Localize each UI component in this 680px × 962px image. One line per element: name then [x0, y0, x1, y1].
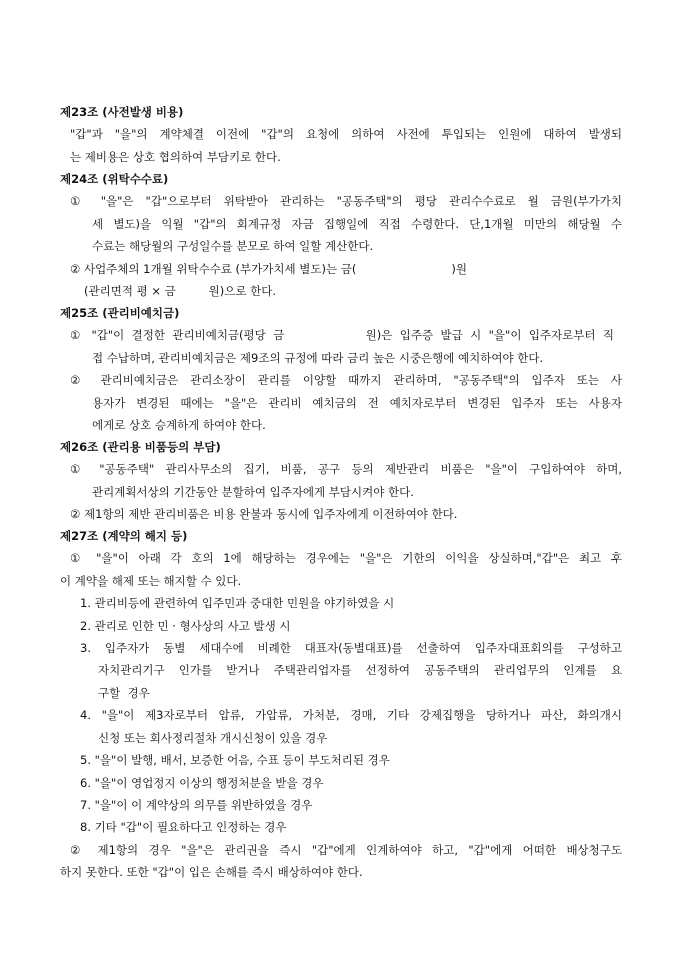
list-item-continuation: 자치관리기구 인가를 받거나 주택관리업자를 선정하여 공동주택의 관리업무의 인계를 요	[98, 663, 622, 677]
article-25-clause-2-line: ② 관리비예치금은 관리소장이 관리를 이양할 때까지 관리하며, "공동주택"의 입주자 또는 사	[70, 373, 622, 387]
article-27-clause-2-line: 하지 못한다. 또한 "갑"이 입은 손해를 즉시 배상하여야 한다.	[60, 865, 363, 879]
list-item: 4. "을"이 제3자로부터 압류, 가압류, 가처분, 경매, 기타 강제집행을 당하거나 파산, 화의개시	[80, 708, 622, 722]
article-23-line: 는 제비용은 상호 협의하여 부담키로 한다.	[70, 150, 281, 164]
article-27-clause-1-line: 이 계약을 해제 또는 해지할 수 있다.	[60, 574, 242, 588]
list-item: 2. 관리로 인한 민 · 형사상의 사고 발생 시	[80, 619, 291, 633]
article-25-clause-1-line: 접 수납하며, 관리비예치금은 제9조의 규정에 따라 금리 높은 시중은행에 예치하여야 한다.	[92, 351, 544, 365]
article-27-clause-1-line: ① "을"이 아래 각 호의 1에 해당하는 경우에는 "을"은 기한의 이익을 상실하며,"갑"은 최고 후	[70, 551, 622, 565]
article-25-title: 제25조 (관리비예치금)	[60, 306, 180, 320]
article-25-clause-2-line: 에게로 상호 승계하게 하여야 한다.	[92, 418, 266, 432]
list-item-continuation: 신청 또는 회사정리절차 개시신청이 있을 경우	[98, 731, 328, 745]
article-23-line: "갑"과 "을"의 계약체결 이전에 "갑"의 요청에 의하여 사전에 투입되는 인원에 대하여 발생되	[70, 127, 622, 141]
article-23-title: 제23조 (사전발생 비용)	[60, 105, 184, 119]
article-24-clause-2-line: ② 사업주체의 1개월 위탁수수료 (부가가치세 별도)는 금( )원	[70, 262, 467, 276]
article-24-clause-1-line: ① "을"은 "갑"으로부터 위탁받아 관리하는 "공동주택"의 평당 관리수수료로 월 금원(부가가치	[70, 194, 622, 208]
article-27-title: 제27조 (계약의 해지 등)	[60, 529, 188, 543]
article-24-title: 제24조 (위탁수수료)	[60, 172, 169, 186]
article-26-clause-2-line: ② 제1항의 제반 관리비품은 비용 완불과 동시에 입주자에게 이전하여야 한다.	[70, 507, 458, 521]
list-item-continuation: 구할 경우	[98, 686, 150, 700]
list-item: 5. "을"이 발행, 배서, 보증한 어음, 수표 등이 부도처리된 경우	[80, 753, 390, 767]
article-24-clause-2-line: (관리면적 평 × 금 원)으로 한다.	[84, 284, 276, 298]
list-item: 7. "을"이 이 계약상의 의무를 위반하였을 경우	[80, 798, 313, 812]
article-25-clause-1-line: ① "갑"이 결정한 관리비예치금(평당 금 원)은 입주증 발급 시 "을"이 입주자로부터 직	[70, 328, 614, 342]
article-25-clause-2-line: 용자가 변경된 때에는 "을"은 관리비 예치금의 전 예치자로부터 변경된 입주자 또는 사용자	[92, 396, 622, 410]
list-item: 1. 관리비등에 관련하여 입주민과 중대한 민원을 야기하였을 시	[80, 596, 395, 610]
article-26-clause-1-line: 관리계획서상의 기간동안 분할하여 입주자에게 부담시켜야 한다.	[92, 485, 414, 499]
article-27-clause-2-line: ② 제1항의 경우 "을"은 관리권을 즉시 "갑"에게 인계하여야 하고, "갑"에게 어떠한 배상청구도	[70, 843, 622, 857]
article-24-clause-1-line: 수료는 해당월의 구성일수를 분모로 하여 일할 계산한다.	[92, 239, 374, 253]
list-item: 6. "을"이 영업정지 이상의 행정처분을 받을 경우	[80, 776, 324, 790]
list-item: 8. 기타 "갑"이 필요하다고 인정하는 경우	[80, 820, 287, 834]
article-24-clause-1-line: 세 별도)을 익월 "갑"의 회계규정 자금 집행일에 직접 수령한다. 단,1개월 미만의 해당월 수	[92, 217, 622, 231]
article-26-clause-1-line: ① "공동주택" 관리사무소의 집기, 비품, 공구 등의 제반관리 비품은 "을"이 구입하여야 하며,	[70, 462, 622, 476]
article-26-title: 제26조 (관리용 비품등의 부담)	[60, 440, 221, 454]
list-item: 3. 입주자가 동별 세대수에 비례한 대표자(동별대표)를 선출하여 입주자대표회의를 구성하고	[80, 641, 622, 655]
